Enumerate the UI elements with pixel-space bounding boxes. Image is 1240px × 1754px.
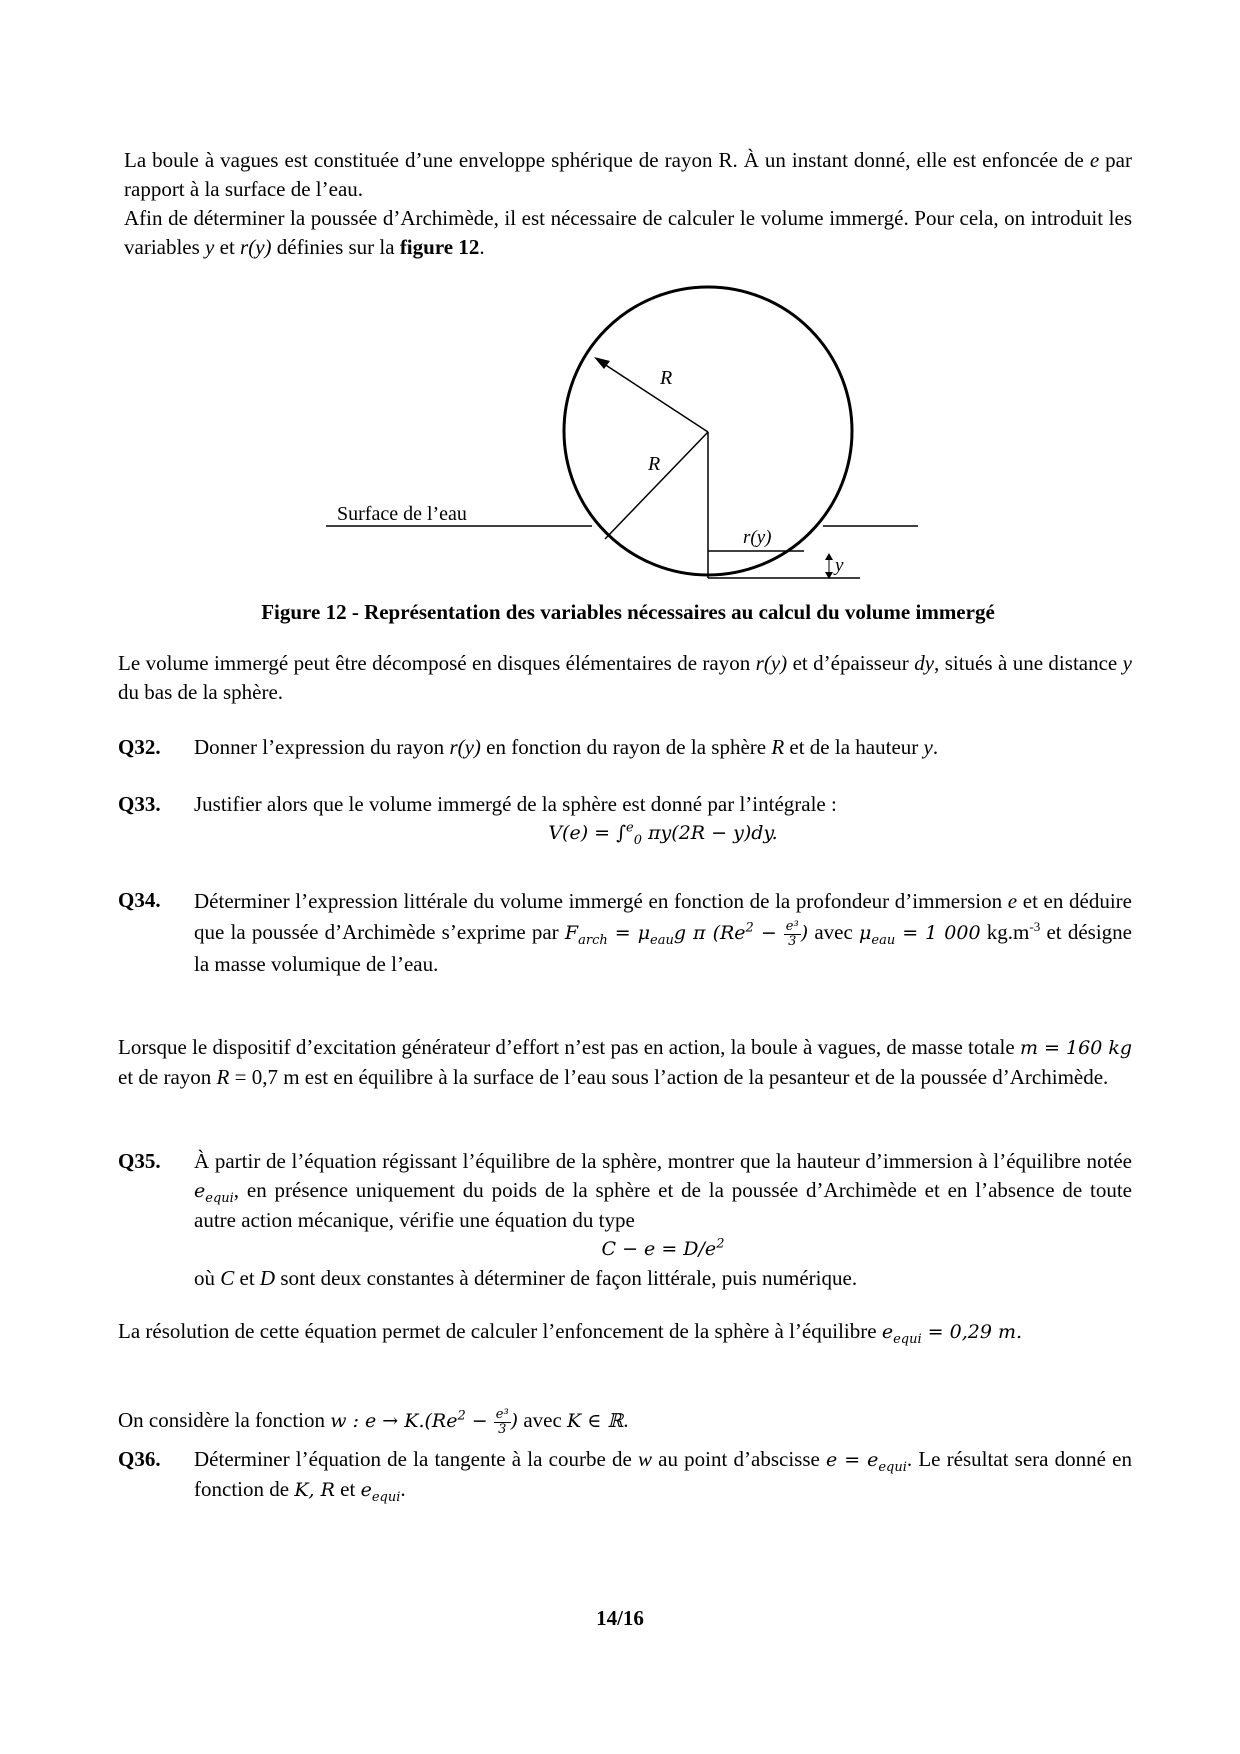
text: On considère la fonction xyxy=(118,1408,331,1432)
numerator: e³ xyxy=(785,918,799,934)
var-y: y xyxy=(205,235,215,259)
formula-part: μ xyxy=(859,922,872,944)
function-formula xyxy=(330,1406,519,1437)
question-label: Q35. xyxy=(118,1149,161,1173)
question-q32 xyxy=(118,733,1132,762)
formula-part: = 1 000 xyxy=(895,922,981,944)
figure-ref: figure 12 xyxy=(399,235,480,259)
lower-bound: 0 xyxy=(633,832,643,848)
formula-part: g π (Re xyxy=(673,922,746,944)
text: sont deux constantes à déterminer de façon littérale, puis numérique. xyxy=(275,1266,858,1290)
label-R-top: R xyxy=(660,367,673,389)
radius-arrowhead xyxy=(594,357,610,369)
var-R: R xyxy=(216,1065,230,1089)
subscript: arch xyxy=(578,932,608,948)
text: La résolution de cette équation permet de calculer l’enfoncement de la sphère à l’équilibre xyxy=(118,1319,882,1343)
text: et xyxy=(234,1266,260,1290)
e-equi xyxy=(881,1321,1023,1347)
equilibrium-paragraph xyxy=(118,1033,1132,1092)
denominator: 3 xyxy=(498,1421,507,1437)
var-D: D xyxy=(259,1266,276,1290)
var-ry: r(y) xyxy=(755,651,788,675)
formula-part: e xyxy=(881,1321,894,1343)
e-equi xyxy=(194,1180,234,1206)
function-paragraph xyxy=(118,1406,1132,1437)
question-label: Q33. xyxy=(118,792,161,816)
volume-paragraph xyxy=(118,649,1132,707)
question-body xyxy=(194,1147,1132,1293)
label-R-mid: R xyxy=(648,453,661,475)
text: , situés à une distance xyxy=(934,651,1123,675)
text: . xyxy=(932,735,939,759)
text: par rapport à la surface de l’eau. xyxy=(124,148,1132,201)
text: À partir de l’équation régissant l’équilibre de la sphère, montrer que la hauteur d’immersion à l’équilibre notée xyxy=(194,1149,1132,1173)
subscript: equi xyxy=(205,1190,234,1206)
text: en fonction du rayon de la sphère xyxy=(480,735,772,759)
subscript: eau xyxy=(650,932,674,948)
text: et xyxy=(334,1477,361,1501)
var-e: e xyxy=(1089,148,1100,172)
formula-part: V(e) = ∫ xyxy=(548,822,627,844)
text: avec xyxy=(518,1408,568,1432)
var-y: y xyxy=(923,735,933,759)
label-y: y xyxy=(835,555,844,576)
formula-part: e = e xyxy=(826,1449,879,1471)
formula-part: e xyxy=(194,1180,206,1202)
var-C: C xyxy=(220,1266,235,1290)
var-dy: dy xyxy=(914,651,935,675)
text: et de la hauteur xyxy=(784,735,924,759)
text: Lorsque le dispositif d’excitation générateur d’effort n’est pas en action, la boule à vagues, de masse totale xyxy=(118,1035,1020,1059)
kr-formula: K, R xyxy=(294,1479,335,1501)
var-w: w xyxy=(637,1447,652,1471)
text: . xyxy=(479,235,485,259)
figure-caption: Figure 12 - Représentation des variables nécessaires au calcul du volume immergé xyxy=(261,600,995,624)
text: et xyxy=(214,235,241,259)
fraction xyxy=(784,920,801,949)
label-surface: Surface de l’eau xyxy=(337,503,467,525)
text: avec xyxy=(808,920,860,944)
mass-formula: m = 160 kg xyxy=(1019,1037,1133,1059)
k-formula: K ∈ ℝ xyxy=(567,1410,624,1432)
superscript: 2 xyxy=(716,1236,725,1252)
formula-part: ) xyxy=(800,922,809,944)
upper-bound: e xyxy=(626,820,634,836)
subscript: equi xyxy=(371,1489,401,1505)
question-q35 xyxy=(118,1147,1132,1293)
superscript: 2 xyxy=(457,1408,466,1424)
question-body xyxy=(194,733,1132,762)
formula-part: w : e → K.(Re xyxy=(330,1410,458,1432)
text: et désigne la masse volumique de l’eau. xyxy=(194,920,1132,976)
text: Le volume immergé peut être décomposé en disques élémentaires de rayon xyxy=(118,651,756,675)
mu-formula xyxy=(859,922,981,948)
question-label: Q34. xyxy=(118,888,161,912)
text: . xyxy=(400,1477,406,1501)
question-body xyxy=(194,886,1132,980)
question-body xyxy=(194,790,1132,848)
text: , en présence uniquement du poids de la sphère et de la poussée d’Archimède et en l’absence de toute autre action mécanique, vérifie une équation du type xyxy=(194,1178,1132,1232)
question-label: Q36. xyxy=(118,1447,161,1471)
var-y: y xyxy=(1122,651,1132,675)
var-e: e xyxy=(1007,889,1018,913)
question-q36 xyxy=(118,1445,1132,1505)
formula-part: F xyxy=(564,922,579,944)
constants-line xyxy=(194,1264,1132,1293)
page-number: 14/16 xyxy=(596,1606,644,1630)
figure-sphere-diagram xyxy=(0,0,1240,600)
label-ry: r(y) xyxy=(743,527,772,548)
formula-part: − xyxy=(465,1410,494,1432)
equation-formula xyxy=(194,1235,1132,1264)
var-ry: r(y) xyxy=(449,735,481,759)
formula-part: ) xyxy=(510,1410,519,1432)
formula-part: = 0,29 m. xyxy=(921,1321,1023,1343)
var-ry: r(y) xyxy=(240,235,272,259)
superscript: -3 xyxy=(1029,919,1041,934)
text: définies sur la xyxy=(271,235,400,259)
formula-part: − xyxy=(753,922,784,944)
numerator: e³ xyxy=(495,1406,509,1422)
question-q33 xyxy=(118,790,1132,848)
e-equi xyxy=(360,1479,401,1505)
text: Justifier alors que le volume immergé de la sphère est donné par l’intégrale : xyxy=(194,792,837,816)
text: et en déduire que la poussée d’Archimède s’exprime par xyxy=(194,889,1132,944)
text: La boule à vagues est constituée d’une enveloppe sphérique de rayon R. À un instant donné, elle est enfoncée de xyxy=(124,148,1090,172)
superscript: 2 xyxy=(745,920,754,936)
subscript: equi xyxy=(878,1459,907,1475)
text: et de rayon xyxy=(118,1065,217,1089)
text: kg.m xyxy=(980,920,1030,944)
text: . Le résultat sera donné en fonction de xyxy=(194,1447,1132,1501)
integral-formula xyxy=(194,819,1132,848)
text: au point d’abscisse xyxy=(651,1447,826,1471)
text: Afin de déterminer la poussée d’Archimède, il est nécessaire de calculer le volume immergé. Pour cela, on introduit les variables xyxy=(124,206,1132,259)
e-equals-equi xyxy=(826,1449,907,1475)
resolution-paragraph xyxy=(118,1317,1132,1347)
text: Donner l’expression du rayon xyxy=(194,735,450,759)
text: où xyxy=(194,1266,221,1290)
y-arrow-up xyxy=(825,553,833,560)
question-label: Q32. xyxy=(118,735,161,759)
text: Déterminer l’expression littérale du volume immergé en fonction de la profondeur d’immersion xyxy=(194,889,1008,913)
radius-top-line xyxy=(598,360,708,432)
var-R: R xyxy=(771,735,785,759)
formula-part: e xyxy=(360,1479,372,1501)
formula-part: = μ xyxy=(607,922,651,944)
text: . xyxy=(623,1408,629,1432)
question-q34 xyxy=(118,886,1132,980)
text: et d’épaisseur xyxy=(787,651,915,675)
radius-mid-line xyxy=(605,432,708,539)
formula-part: πy(2R − y)dy. xyxy=(642,822,778,844)
formula-part: C − e = D/e xyxy=(601,1238,717,1260)
subscript: eau xyxy=(871,932,896,948)
arch-formula xyxy=(564,918,809,949)
question-body xyxy=(194,1445,1132,1505)
denominator: 3 xyxy=(788,933,797,949)
fraction xyxy=(494,1408,511,1437)
text: = 0,7 m est en équilibre à la surface de l’eau sous l’action de la pesanteur et de la poussée d’Archimède. xyxy=(229,1065,1109,1089)
subscript: equi xyxy=(893,1331,922,1347)
text: Déterminer l’équation de la tangente à la courbe de xyxy=(194,1447,638,1471)
text: du bas de la sphère. xyxy=(118,680,284,704)
